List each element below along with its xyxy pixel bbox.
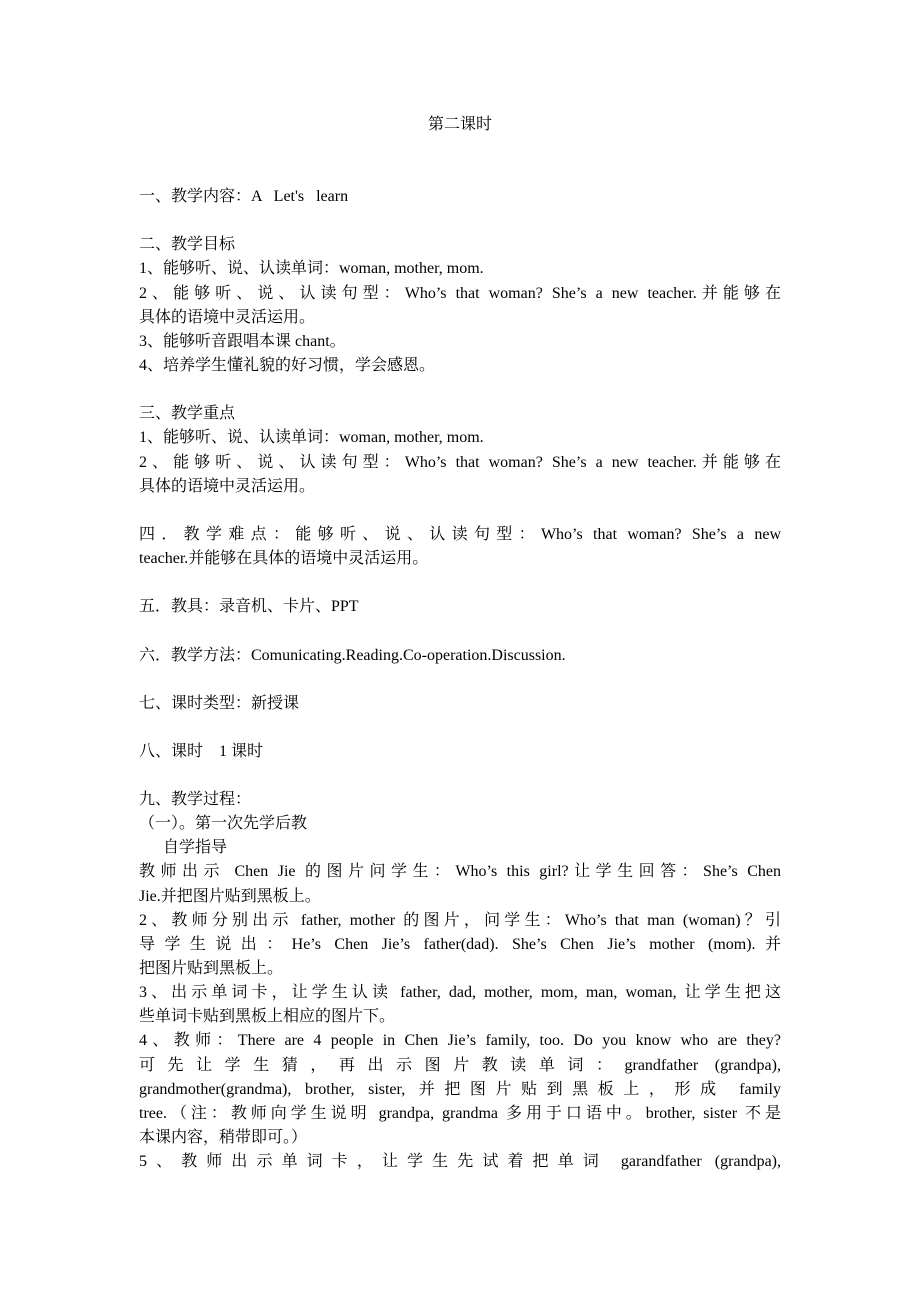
section-teaching-aids: 五．教具：录音机、卡片、PPT	[139, 598, 359, 615]
section-difficulties: 四．教学难点：能够听、说、认读句型：Who’s that woman? She’s a new	[139, 526, 781, 543]
objective-item: 3、能够听音跟唱本课 chant。	[139, 333, 346, 350]
page-title: 第二课时	[427, 116, 492, 133]
process-line: 可先让学生猜，再出示图片教读单词：grandfather (grandpa),	[139, 1057, 781, 1074]
process-line: 把图片贴到黑板上。	[139, 960, 284, 977]
key-point-item: 2、能够听、说、认读句型：Who’s that woman? She’s a new teacher.并能够在	[139, 454, 781, 471]
key-point-item: 具体的语境中灵活运用。	[139, 478, 316, 495]
process-subheading: （一）。第一次先学后教	[139, 815, 308, 832]
process-line: 本课内容，稍带即可。）	[139, 1129, 308, 1146]
process-subheading-2: 自学指导	[139, 839, 228, 856]
objective-item: 1、能够听、说、认读单词：woman, mother, mom.	[139, 260, 484, 277]
objective-item: 4、培养学生懂礼貌的好习惯，学会感恩。	[139, 357, 436, 374]
process-line: 3、出示单词卡，让学生认读 father, dad, mother, mom, man, woman, 让学生把这	[139, 984, 781, 1001]
objective-item: 2、能够听、说、认读句型：Who’s that woman? She’s a new teacher.并能够在	[139, 285, 781, 302]
process-line: Jie.并把图片贴到黑板上。	[139, 888, 321, 905]
section-lesson-type: 七、课时类型：新授课	[139, 695, 300, 712]
process-line: 些单词卡贴到黑板上相应的图片下。	[139, 1008, 396, 1025]
process-line: 教师出示 Chen Jie 的图片问学生：Who’s this girl?让学生回答：She’s Chen	[139, 863, 781, 880]
process-line: grandmother(grandma), brother, sister, 并把图片贴到黑板上，形成 family	[139, 1081, 781, 1098]
process-line: 2、教师分别出示 father, mother 的图片，问学生：Who’s that man (woman)？引	[139, 912, 781, 929]
section-key-points-heading: 三、教学重点	[139, 405, 236, 422]
objective-item: 具体的语境中灵活运用。	[139, 309, 316, 326]
key-point-item: 1、能够听、说、认读单词：woman, mother, mom.	[139, 429, 484, 446]
section-objectives-heading: 二、教学目标	[139, 236, 236, 253]
process-line: 导学生说出：He’s Chen Jie’s father(dad). She’s Chen Jie’s mother (mom).并	[139, 936, 781, 953]
section-teaching-content: 一、教学内容：A Let's learn	[139, 188, 349, 205]
section-teaching-methods: 六．教学方法：Comunicating.Reading.Co-operation.Discussion.	[139, 647, 566, 664]
process-line: tree.（注：教师向学生说明 grandpa, grandma 多用于口语中。brother, sister 不是	[139, 1105, 781, 1122]
process-line: 4、教师：There are 4 people in Chen Jie’s family, too. Do you know who are they?	[139, 1032, 781, 1049]
section-process-heading: 九、教学过程：	[139, 791, 252, 808]
process-line: 5、教师出示单词卡，让学生先试着把单词 garandfather (grandpa),	[139, 1153, 781, 1170]
section-lesson-hours: 八、课时 1 课时	[139, 743, 264, 760]
section-difficulties-cont: teacher.并能够在具体的语境中灵活运用。	[139, 550, 429, 567]
